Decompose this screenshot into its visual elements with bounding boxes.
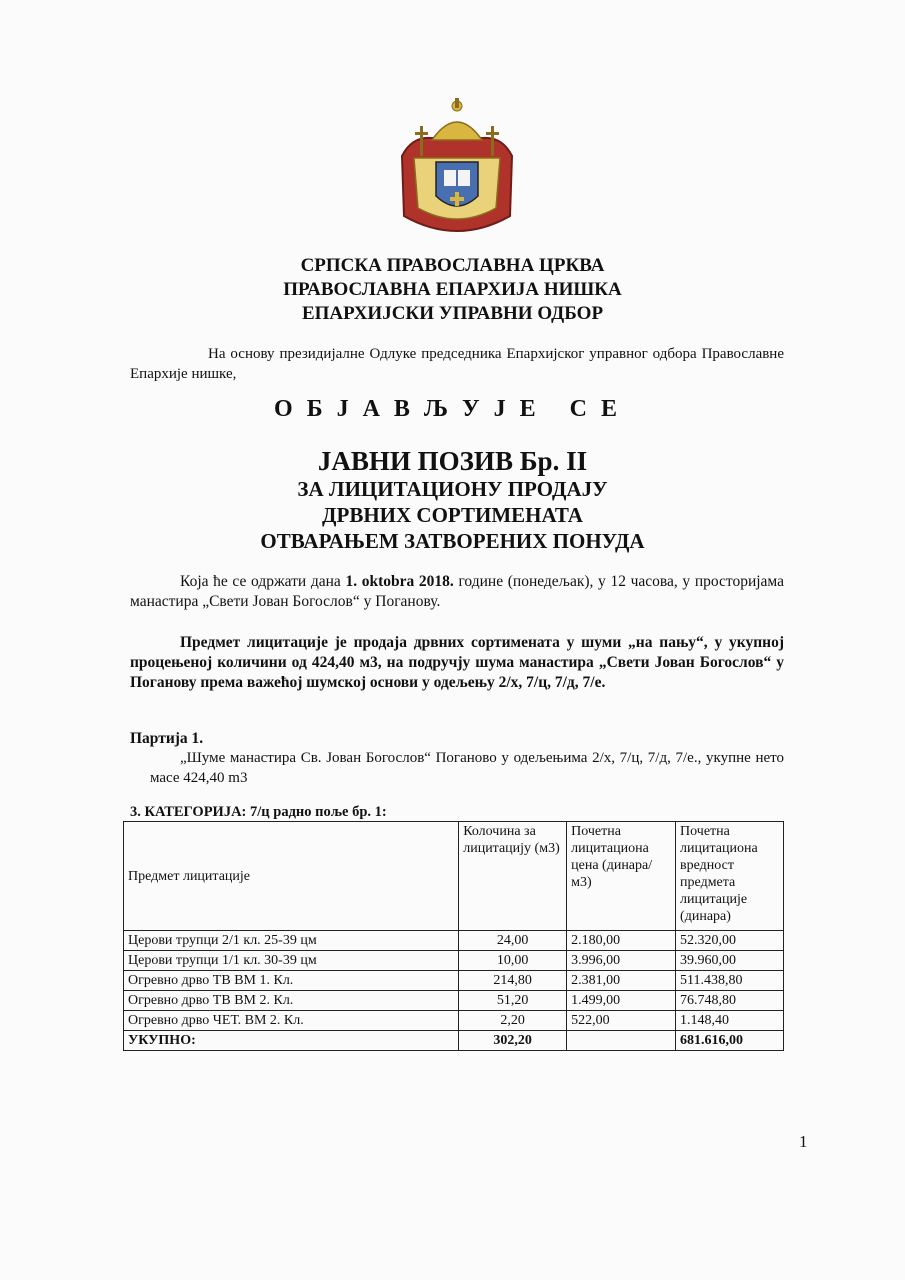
header-block <box>0 254 905 326</box>
public-call-title: ЈАВНИ ПОЗИВ Бр. II <box>317 446 588 476</box>
auction-table <box>123 821 784 1051</box>
coat-of-arms-icon <box>392 96 522 246</box>
header-line-1: СРПСКА ПРАВОСЛАВНА ЦРКВА <box>300 255 605 276</box>
header-line-3: ЕПАРХИЈСКИ УПРАВНИ ОДБОР <box>301 303 604 324</box>
cell-value: 1.148,40 <box>676 1011 784 1031</box>
header-quantity: Колочина за лицитацију (м3) <box>459 822 567 931</box>
table-row <box>124 931 784 951</box>
subtitle-line-1: ЗА ЛИЦИТАЦИОНУ ПРОДАЈУ <box>297 477 608 501</box>
table-row <box>124 971 784 991</box>
header-subject: Предмет лицитације <box>124 822 459 931</box>
cell-name: Огревно дрво ЧЕТ. ВМ 2. Кл. <box>124 1011 459 1031</box>
date-paragraph: Која ће се одржати дана 1. oktobra 2018. године (понедељак), у 12 часова, у просторијама манастира „Свети Јован Богослов“ у Поганову. <box>130 573 785 610</box>
cell-price: 522,00 <box>567 1011 676 1031</box>
total-price-empty <box>567 1031 676 1051</box>
cell-price: 2.180,00 <box>567 931 676 951</box>
header-value: Почетна лицитациона вредност предмета лицитације (динара) <box>676 822 784 931</box>
auction-date: 1. oktobra 2018. <box>345 573 454 590</box>
intro-paragraph: На основу президијалне Одлуке председника Епархијског управног одбора Православне Епархије нишке, <box>130 346 784 382</box>
total-qty: 302,20 <box>459 1031 567 1051</box>
cell-price: 1.499,00 <box>567 991 676 1011</box>
lot-description: „Шуме манастира Св. Јован Богослов“ Поганово у одељењима 2/х, 7/ц, 7/д, 7/е., укупне нето масе 424,40 m3 <box>150 750 784 786</box>
cell-name: Огревно дрво ТВ ВМ 2. Кл. <box>124 991 459 1011</box>
table-row <box>124 951 784 971</box>
total-label: УКУПНО: <box>124 1031 459 1051</box>
announce-heading: ОБЈАВЉУЈЕ СЕ <box>274 396 631 422</box>
cell-qty: 2,20 <box>459 1011 567 1031</box>
cell-qty: 51,20 <box>459 991 567 1011</box>
cell-value: 52.320,00 <box>676 931 784 951</box>
cell-value: 511.438,80 <box>676 971 784 991</box>
cell-name: Церови трупци 1/1 кл. 30-39 цм <box>124 951 459 971</box>
subject-paragraph: Предмет лицитације је продаја дрвних сортимената у шуми „на пању“, у укупној процењеној количини од 424,40 м3, на подручју шума манастира „Свети Јован Богослов“ у Поганову према важећој шумској основи у одељењу 2/х, 7/ц, 7/д, 7/е. <box>130 634 784 691</box>
table-row <box>124 991 784 1011</box>
page-number: 1 <box>799 1132 808 1151</box>
cell-qty: 214,80 <box>459 971 567 991</box>
table-header-row <box>124 822 784 931</box>
cell-name: Церови трупци 2/1 кл. 25-39 цм <box>124 931 459 951</box>
public-call-subtitle <box>0 476 905 554</box>
cell-qty: 10,00 <box>459 951 567 971</box>
cell-name: Огревно дрво ТВ ВМ 1. Кл. <box>124 971 459 991</box>
cell-qty: 24,00 <box>459 931 567 951</box>
cell-price: 3.996,00 <box>567 951 676 971</box>
lot-heading: Партија 1. <box>130 730 204 747</box>
cell-price: 2.381,00 <box>567 971 676 991</box>
cell-value: 39.960,00 <box>676 951 784 971</box>
subtitle-line-2: ДРВНИХ СОРТИМЕНАТА <box>322 503 583 527</box>
total-value: 681.616,00 <box>676 1031 784 1051</box>
cell-value: 76.748,80 <box>676 991 784 1011</box>
header-line-2: ПРАВОСЛАВНА ЕПАРХИЈА НИШКА <box>283 279 622 300</box>
table-row <box>124 1011 784 1031</box>
category-heading: 3. КАТЕГОРИЈА: 7/ц радно поље бр. 1: <box>130 804 387 820</box>
subtitle-line-3: ОТВАРАЊЕМ ЗАТВОРЕНИХ ПОНУДА <box>260 529 645 553</box>
header-price: Почетна лицитациона цена (динара/м3) <box>567 822 676 931</box>
table-total-row <box>124 1031 784 1051</box>
